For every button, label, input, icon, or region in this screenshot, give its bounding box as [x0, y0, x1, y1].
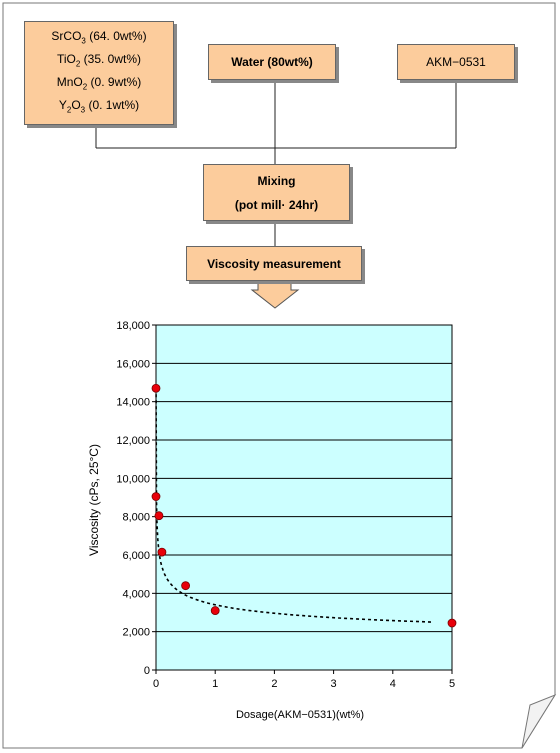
x-tick-label: 0	[152, 678, 160, 690]
x-tick-label: 5	[448, 678, 456, 690]
data-point	[448, 619, 456, 627]
data-point	[211, 607, 219, 615]
data-point	[158, 548, 166, 556]
ingredients-box	[24, 21, 174, 125]
data-point	[155, 512, 163, 520]
ingredient-srco3: SrCO$_3$ (64. 0wt%)	[51, 29, 147, 46]
x-tick-label: 3	[330, 678, 337, 690]
plot-area	[156, 325, 452, 670]
x-axis-label: Dosage(AKM−0531)(wt%)	[235, 709, 365, 721]
y-tick-label: 10,000	[116, 473, 150, 486]
y-tick-label: 18,000	[116, 320, 150, 332]
ingredient-tio2: TiO$_2$ (35. 0wt%)	[56, 52, 142, 69]
mixing-detail: (pot mill· 24hr)	[234, 198, 319, 212]
y-tick-label: 14,000	[116, 396, 150, 409]
data-point	[152, 493, 160, 501]
data-point	[152, 384, 160, 392]
water-box: Water (80wt%)	[208, 44, 336, 80]
y-tick-label: 0	[143, 665, 150, 677]
data-point	[182, 582, 190, 590]
mixing-box	[203, 164, 350, 221]
y-tick-label: 4,000	[122, 588, 150, 601]
y-tick-label: 16,000	[116, 358, 150, 371]
y-tick-label: 6,000	[122, 550, 150, 562]
mixing-label: Mixing	[257, 174, 296, 188]
ingredient-y2o3: $Y_2O_3$ (0. 1wt%)	[58, 98, 140, 115]
measurement-box: Viscosity measurement	[186, 246, 362, 281]
x-tick-label: 1	[212, 678, 219, 690]
y-tick-label: 2,000	[122, 626, 150, 639]
ingredient-mno2: MnO$_2$ (0. 9wt%)	[56, 75, 142, 92]
x-tick-label: 4	[389, 678, 396, 690]
y-axis-label: Viscosity (cPs, 25°C)	[87, 444, 101, 556]
x-tick-label: 2	[271, 678, 278, 690]
additive-box: AKM−0531	[397, 44, 515, 80]
y-tick-label: 12,000	[116, 435, 150, 447]
y-tick-label: 8,000	[122, 511, 150, 524]
